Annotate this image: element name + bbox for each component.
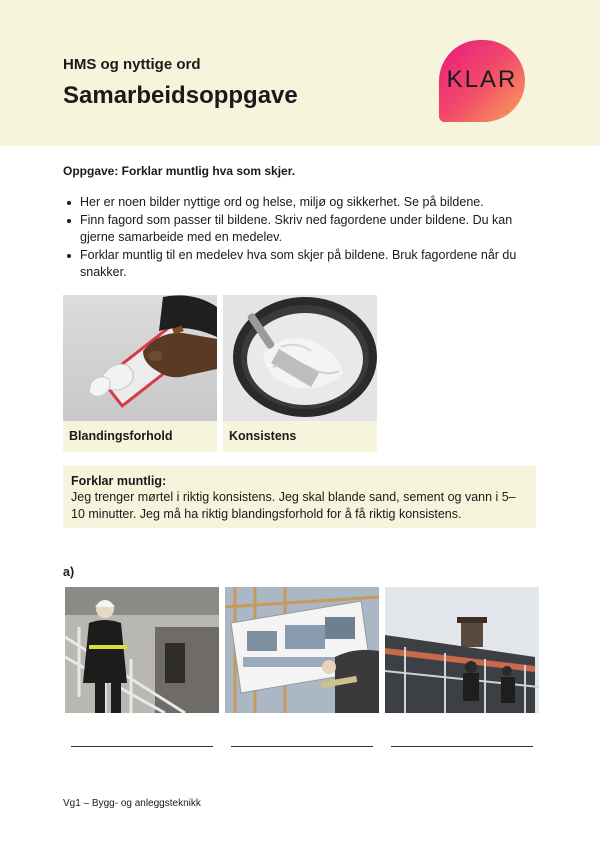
klar-logo — [439, 40, 525, 122]
task-heading: Oppgave: Forklar muntlig hva som skjer. — [63, 164, 296, 178]
page-header — [0, 0, 600, 146]
roof-workers-photo — [385, 587, 539, 713]
answer-line[interactable] — [391, 746, 533, 747]
answer-line[interactable] — [231, 746, 373, 747]
explain-box — [63, 466, 536, 528]
explain-text: Jeg trenger mørtel i riktig konsistens. Jeg skal blande sand, sement og vann i 5–10 minutter. Jeg må ha riktig blandingsforhold for å få riktig konsistens. — [71, 490, 516, 521]
task-bullet: Finn fagord som passer til bildene. Skriv ned fagordene under bildene. Du kan gjerne samarbeide med en medelev. — [63, 212, 533, 246]
worker-on-stairs-photo — [65, 587, 219, 713]
example-card-blandingsforhold — [63, 295, 217, 452]
exercise-label: a) — [63, 565, 75, 579]
example-label: Blandingsforhold — [69, 429, 173, 443]
construction-drawing-photo — [225, 587, 379, 713]
explain-heading: Forklar muntlig: — [71, 474, 167, 488]
page-title: Samarbeidsoppgave — [63, 82, 298, 109]
footer-text: Vg1 – Bygg- og anleggsteknikk — [63, 798, 201, 809]
task-list — [63, 194, 533, 282]
example-label: Konsistens — [229, 429, 297, 443]
task-bullet: Forklar muntlig til en medelev hva som skjer på bildene. Bruk fagordene når du snakker. — [63, 247, 533, 281]
mortar-bucket-photo — [223, 295, 377, 421]
task-bullet: Her er noen bilder nyttige ord og helse, miljø og sikkerhet. Se på bildene. — [63, 194, 533, 211]
example-card-konsistens — [223, 295, 377, 452]
answer-line[interactable] — [71, 746, 213, 747]
subject-heading: HMS og nyttige ord — [63, 56, 201, 73]
logo-text: KLAR — [446, 66, 518, 93]
hand-trowel-mortar-photo — [63, 295, 217, 421]
